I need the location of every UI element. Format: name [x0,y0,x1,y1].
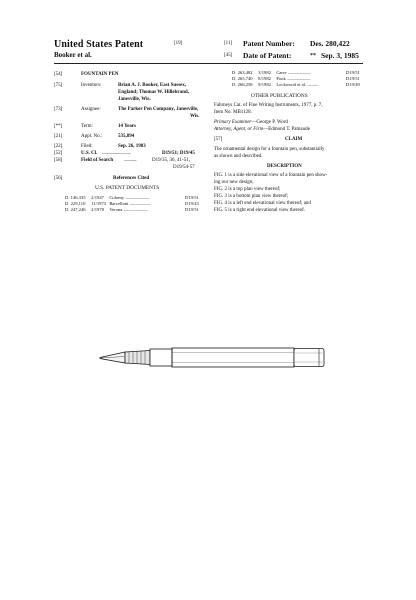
ref-dots: ............................ [129,201,151,206]
title-code: [19] [174,41,183,46]
pen-barrel-icon [150,348,324,367]
assignee-line-1: The Parker Pen Company, Janesville, [118,107,199,112]
appl-code: [21] [54,134,63,139]
ref-number: D. 229,110 [65,201,86,206]
other-pubs-title: OTHER PUBLICATIONS [251,93,308,99]
uscl-value: D19/51; D19/45 [162,151,195,156]
claim-title: CLAIM [285,137,303,142]
examiner-name: —George P. Word [251,120,288,125]
ref-date: 9/1982 [258,82,271,87]
date-code: [45] [224,53,233,58]
ref-dots: ............................... [287,70,311,75]
ref-date: 2/1947 [91,195,104,200]
appl-label: Appl. No.: [81,134,103,139]
inventor-short: Booker et al. [54,51,92,59]
filed-code: [22] [54,144,63,149]
ref-number: D. 247,246 [65,207,86,212]
fos-line-2: D19/54-57 [173,165,195,170]
pen-nib-icon [100,351,150,365]
patent-date: Sep. 3, 1985 [321,51,359,60]
description-line: FIG. 5 is a right end elevational view thereof. [214,208,306,213]
other-pubs-line-1: Fahrneys Cat. of Fine Writing Instruments, 1977, p. 7, [214,103,323,108]
title-field-code: [54] [54,72,63,77]
assignee-code: [73] [54,107,63,112]
date-label: Date of Patent: [243,51,292,60]
ref-dots: ................................ [125,195,150,200]
invention-title: FOUNTAIN PEN [81,72,119,77]
ref-name: Verona [109,207,123,212]
attorney-name: —Edmond T. Patnaude [263,127,310,132]
description-line: ing our new design; [214,180,254,185]
claim-code: [57] [214,137,223,142]
assignee-label: Assignee: [81,107,101,112]
inventors-line-1: Brian A. J. Booker, East Sussex, [118,83,187,88]
claim-line-1: The ornamental design for a fountain pen, substantially [214,147,325,152]
uscl-code: [52] [54,151,63,156]
filed-date: Sep. 26, 1983 [118,144,146,149]
ref-number: D. 265,740 [232,76,253,81]
ref-class: D19/51 [346,70,360,75]
ref-dots: ................................ [123,207,148,212]
ref-number: D. 146,335 [65,195,86,200]
refs-title: References Cited [113,176,150,181]
ref-class: D19/49 [346,82,360,87]
patent-number: Des. 280,422 [310,39,350,48]
description-line: FIG. 3 is a bottom plan view thereof; [214,194,289,199]
ref-number: D. 266,258 [232,82,253,87]
description-line: FIG. 2 is a top plan view thereof; [214,187,281,192]
ref-number: D. 263,482 [232,70,253,75]
ref-class: D19/51 [185,195,199,200]
patent-office-title: United States Patent [54,39,144,50]
inventors-line-2: England; Thomas W. Hillebrand, [118,90,189,95]
uscl-dots: .............................. [102,151,131,156]
filed-label: Filed: [81,144,93,149]
refs-code: [56] [54,176,63,181]
patent-number-code: [11] [224,41,233,46]
ref-date: 2/1978 [91,207,104,212]
ref-name: Barcelloni [109,201,129,206]
ref-name: Pook [276,76,286,81]
fos-line-1: D19/35, 36, 41-51, [152,158,190,163]
uscl-label: U.S. Cl. [81,151,98,156]
fos-label: Field of Search [81,158,114,163]
ref-dots: ............................... [286,76,311,81]
appl-number: 535,894 [118,134,135,139]
term-code: [**] [54,124,63,129]
ref-date: 3/1982 [258,70,271,75]
patent-number-label: Patent Number: [243,39,295,48]
ref-dots: ............... [307,82,319,87]
examiner-label: Primary Examiner [214,120,252,125]
description-line: FIG. 1 is a side elevational view of a fountain pen show- [214,173,328,178]
ref-date: 11/1973 [91,201,107,206]
ref-name: Colomy [109,195,125,200]
assignee-line-2: Wis. [190,114,200,119]
claim-line-2: as shown and described. [214,154,263,159]
ref-date: 8/1982 [258,76,271,81]
refs-subtitle: U.S. PATENT DOCUMENTS [95,185,160,191]
fos-dots: ............. [124,158,137,163]
attorney-label: Attorney, Agent, or Firm [214,127,264,132]
ref-class: D19/51 [346,76,360,81]
inventors-line-3: Janesville, Wis. [118,97,151,102]
term-label: Term: [81,124,93,129]
inventors-label: Inventors: [81,83,102,88]
inventors-code: [75] [54,83,63,88]
ref-name: Lockwood et al. [276,82,307,87]
other-pubs-line-2: Item No. MB1128. [214,110,252,115]
fos-code: [58] [54,158,63,163]
date-mark: ** [310,53,316,59]
description-title: DESCRIPTION [267,164,302,169]
ref-class: D19/43 [185,201,199,206]
term-value: 14 Years [118,124,137,129]
ref-class: D19/51 [185,207,199,212]
ref-name: Carre [276,70,287,75]
description-line: FIG. 4 is a left end elevational view thereof; and [214,201,311,206]
